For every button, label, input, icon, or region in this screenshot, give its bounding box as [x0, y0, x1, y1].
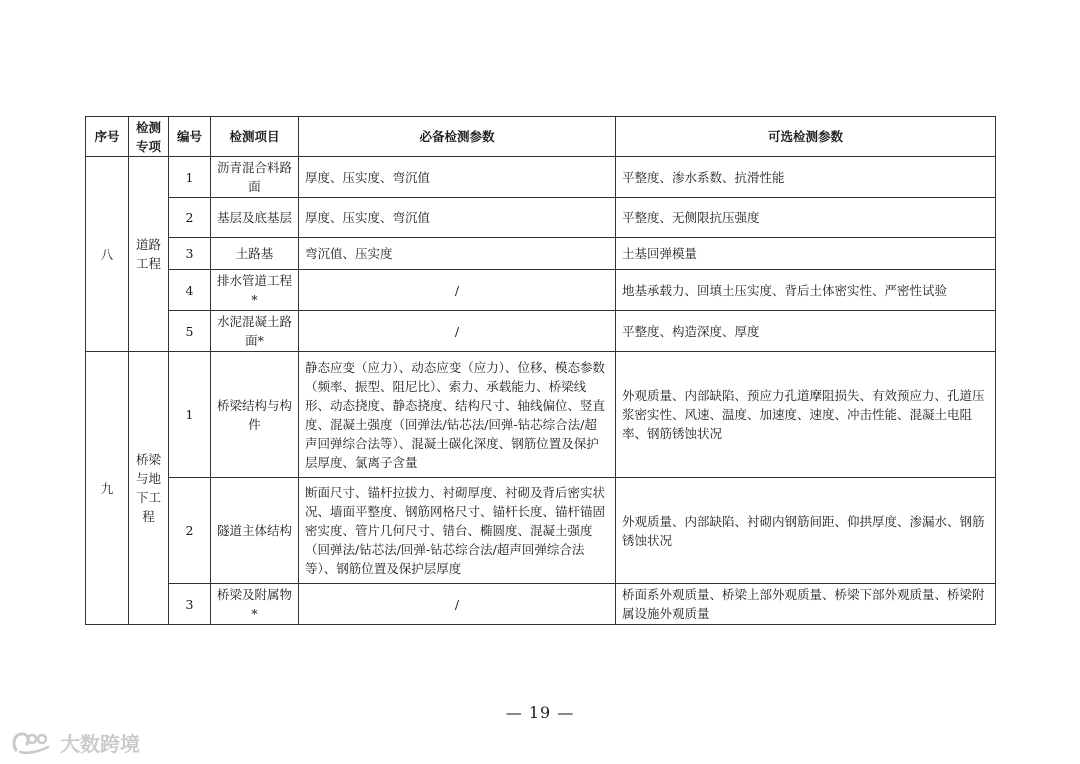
table-row: [86, 352, 996, 478]
row-optional: 土基回弹模量: [616, 238, 996, 270]
header-optional: 可选检测参数: [616, 117, 996, 157]
brand-logo-icon: [10, 730, 54, 756]
header-required: 必备检测参数: [299, 117, 616, 157]
row-optional: 平整度、渗水系数、抗滑性能: [616, 157, 996, 198]
page-number: — 19 —: [505, 703, 575, 722]
row-num: 2: [169, 198, 211, 238]
row-item: 桥梁结构与构件: [211, 352, 299, 478]
header-seq: 序号: [86, 117, 129, 157]
row-optional: 平整度、构造深度、厚度: [616, 311, 996, 352]
row-item: 桥梁及附属物*: [211, 584, 299, 625]
row-item: 土路基: [211, 238, 299, 270]
row-optional: 外观质量、内部缺陷、预应力孔道摩阻损失、有效预应力、孔道压浆密实性、风速、温度、加速度、速度、冲击性能、混凝土电阻率、钢筋锈蚀状况: [616, 352, 996, 478]
row-item: 水泥混凝土路面*: [211, 311, 299, 352]
row-optional: 外观质量、内部缺陷、衬砌内钢筋间距、仰拱厚度、渗漏水、钢筋锈蚀状况: [616, 478, 996, 584]
table-row: [86, 198, 996, 238]
header-item: 检测项目: [211, 117, 299, 157]
group-category: 桥梁与地下工程: [129, 352, 169, 625]
row-item: 沥青混合料路面: [211, 157, 299, 198]
row-optional: 平整度、无侧限抗压强度: [616, 198, 996, 238]
row-num: 2: [169, 478, 211, 584]
row-num: 3: [169, 238, 211, 270]
group-seq: 八: [86, 157, 129, 352]
table-row: [86, 311, 996, 352]
row-num: 5: [169, 311, 211, 352]
table-row: [86, 157, 996, 198]
inspection-parameter-table: [85, 116, 996, 625]
row-item: 隧道主体结构: [211, 478, 299, 584]
row-required: 厚度、压实度、弯沉值: [299, 157, 616, 198]
row-item: 排水管道工程*: [211, 270, 299, 311]
group-seq: 九: [86, 352, 129, 625]
row-required: /: [299, 584, 616, 625]
row-required: 弯沉值、压实度: [299, 238, 616, 270]
row-num: 1: [169, 352, 211, 478]
row-required: 厚度、压实度、弯沉值: [299, 198, 616, 238]
row-optional: 地基承载力、回填土压实度、背后土体密实性、严密性试验: [616, 270, 996, 311]
watermark: [10, 728, 140, 757]
row-optional: 桥面系外观质量、桥梁上部外观质量、桥梁下部外观质量、桥梁附属设施外观质量: [616, 584, 996, 625]
row-required: /: [299, 270, 616, 311]
watermark-text: 大数跨境: [60, 732, 140, 756]
table-header-row: [86, 117, 996, 157]
table-row: [86, 478, 996, 584]
row-num: 1: [169, 157, 211, 198]
row-num: 4: [169, 270, 211, 311]
header-category: 检测专项: [129, 117, 169, 157]
table-row: [86, 238, 996, 270]
header-num: 编号: [169, 117, 211, 157]
table-row: [86, 584, 996, 625]
row-item: 基层及底基层: [211, 198, 299, 238]
row-required: 静态应变（应力）、动态应变（应力）、位移、模态参数（频率、振型、阻尼比）、索力、承载能力、桥梁线形、动态挠度、静态挠度、结构尺寸、轴线偏位、竖直度、混凝土强度（回弹法/钻芯法/回弹-钻芯综合法/超声回弹综合法等）、混凝土碳化深度、钢筋位置及保护层厚度、氯离子含量: [299, 352, 616, 478]
row-required: /: [299, 311, 616, 352]
row-required: 断面尺寸、锚杆拉拔力、衬砌厚度、衬砌及背后密实状况、墙面平整度、钢筋网格尺寸、锚杆长度、锚杆锚固密实度、管片几何尺寸、错台、椭圆度、混凝土强度（回弹法/钻芯法/回弹-钻芯综合法/超声回弹综合法等）、钢筋位置及保护层厚度: [299, 478, 616, 584]
group-category: 道路工程: [129, 157, 169, 352]
table-row: [86, 270, 996, 311]
row-num: 3: [169, 584, 211, 625]
